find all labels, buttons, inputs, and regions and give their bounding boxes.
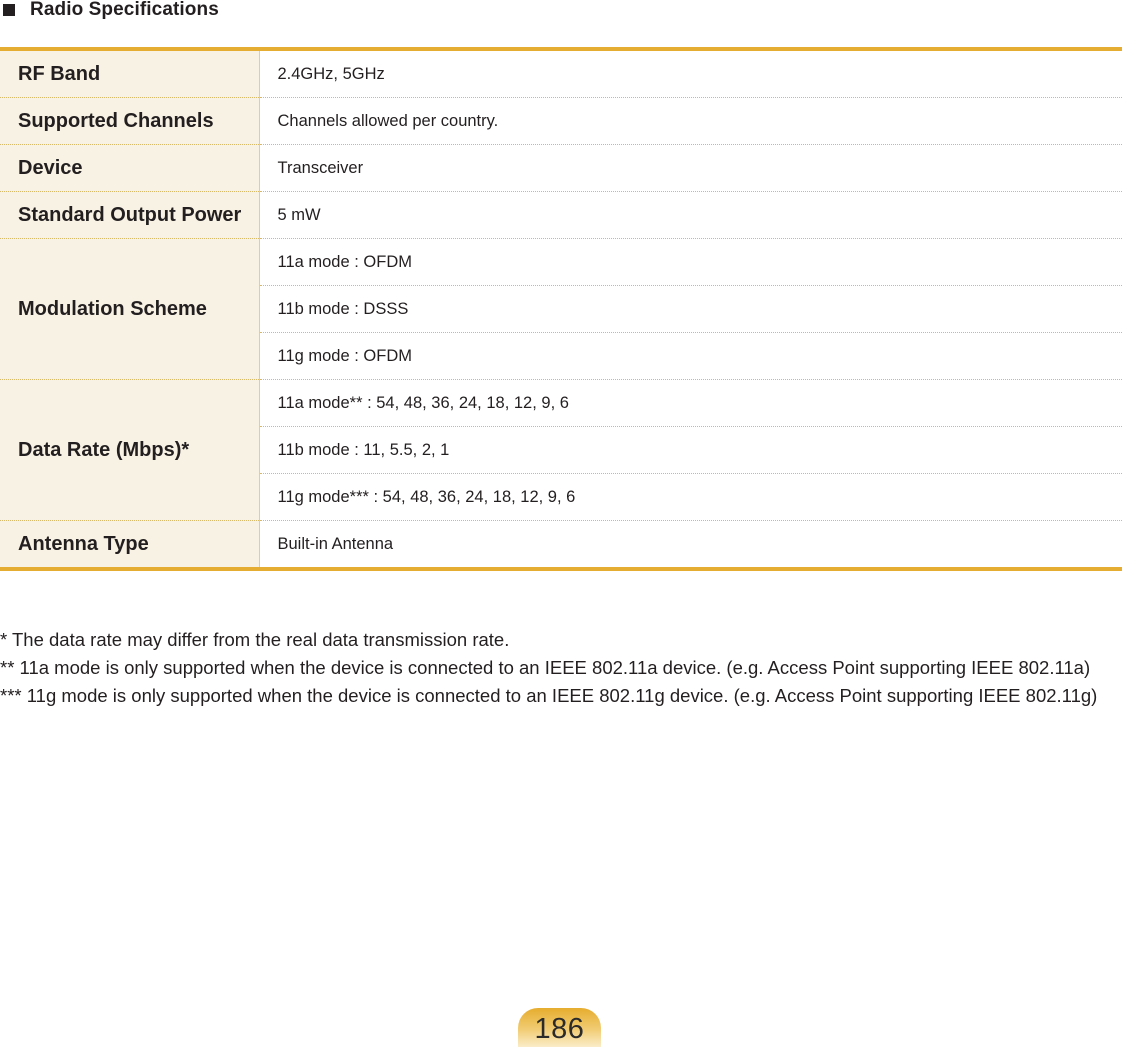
row-value: 11b mode : 11, 5.5, 2, 1 bbox=[259, 427, 1122, 474]
footnotes bbox=[0, 626, 1115, 710]
radio-specifications-table bbox=[0, 47, 1122, 571]
row-label: Supported Channels bbox=[0, 98, 259, 145]
row-label: RF Band bbox=[0, 49, 259, 98]
row-value: 11a mode** : 54, 48, 36, 24, 18, 12, 9, 6 bbox=[259, 380, 1122, 427]
footnote: *** 11g mode is only supported when the device is connected to an IEEE 802.11g device. (e.g. Access Point supporting IEEE 802.11g) bbox=[0, 685, 1098, 706]
row-value: 11b mode : DSSS bbox=[259, 286, 1122, 333]
square-bullet-icon bbox=[3, 4, 15, 16]
row-value: Built-in Antenna bbox=[277, 534, 394, 553]
table-row-rf-band bbox=[0, 49, 1122, 98]
row-label: Data Rate (Mbps)* bbox=[0, 380, 259, 521]
footnote: ** 11a mode is only supported when the device is connected to an IEEE 802.11a device. (e.g. Access Point supporting IEEE 802.11a) bbox=[0, 657, 1091, 678]
row-value: Channels allowed per country. bbox=[259, 98, 1122, 145]
row-label: Modulation Scheme bbox=[0, 239, 259, 380]
row-label: Antenna Type bbox=[0, 521, 259, 570]
row-value: 11g mode : OFDM bbox=[259, 333, 1122, 380]
footnote: * The data rate may differ from the real data transmission rate. bbox=[0, 629, 510, 650]
page-number: 186 bbox=[534, 1013, 585, 1045]
row-value: 11g mode*** : 54, 48, 36, 24, 18, 12, 9, 6 bbox=[259, 474, 1122, 521]
row-label: Standard Output Power bbox=[0, 192, 259, 239]
row-value: 2.4GHz, 5GHz bbox=[259, 49, 1122, 98]
table-row-antenna bbox=[0, 521, 1122, 570]
table-row-modulation bbox=[0, 239, 1122, 286]
row-value: 5 mW bbox=[259, 192, 1122, 239]
row-label: Device bbox=[0, 145, 259, 192]
section-title: Radio Specifications bbox=[30, 0, 219, 20]
table-row-output-power bbox=[0, 192, 1122, 239]
page-number-tab bbox=[518, 1008, 601, 1047]
row-value: 11a mode : OFDM bbox=[259, 239, 1122, 286]
table-row-device bbox=[0, 145, 1122, 192]
row-value: Transceiver bbox=[259, 145, 1122, 192]
section-header bbox=[0, 0, 219, 20]
table-row-supported-channels bbox=[0, 98, 1122, 145]
table-row-data-rate bbox=[0, 380, 1122, 427]
